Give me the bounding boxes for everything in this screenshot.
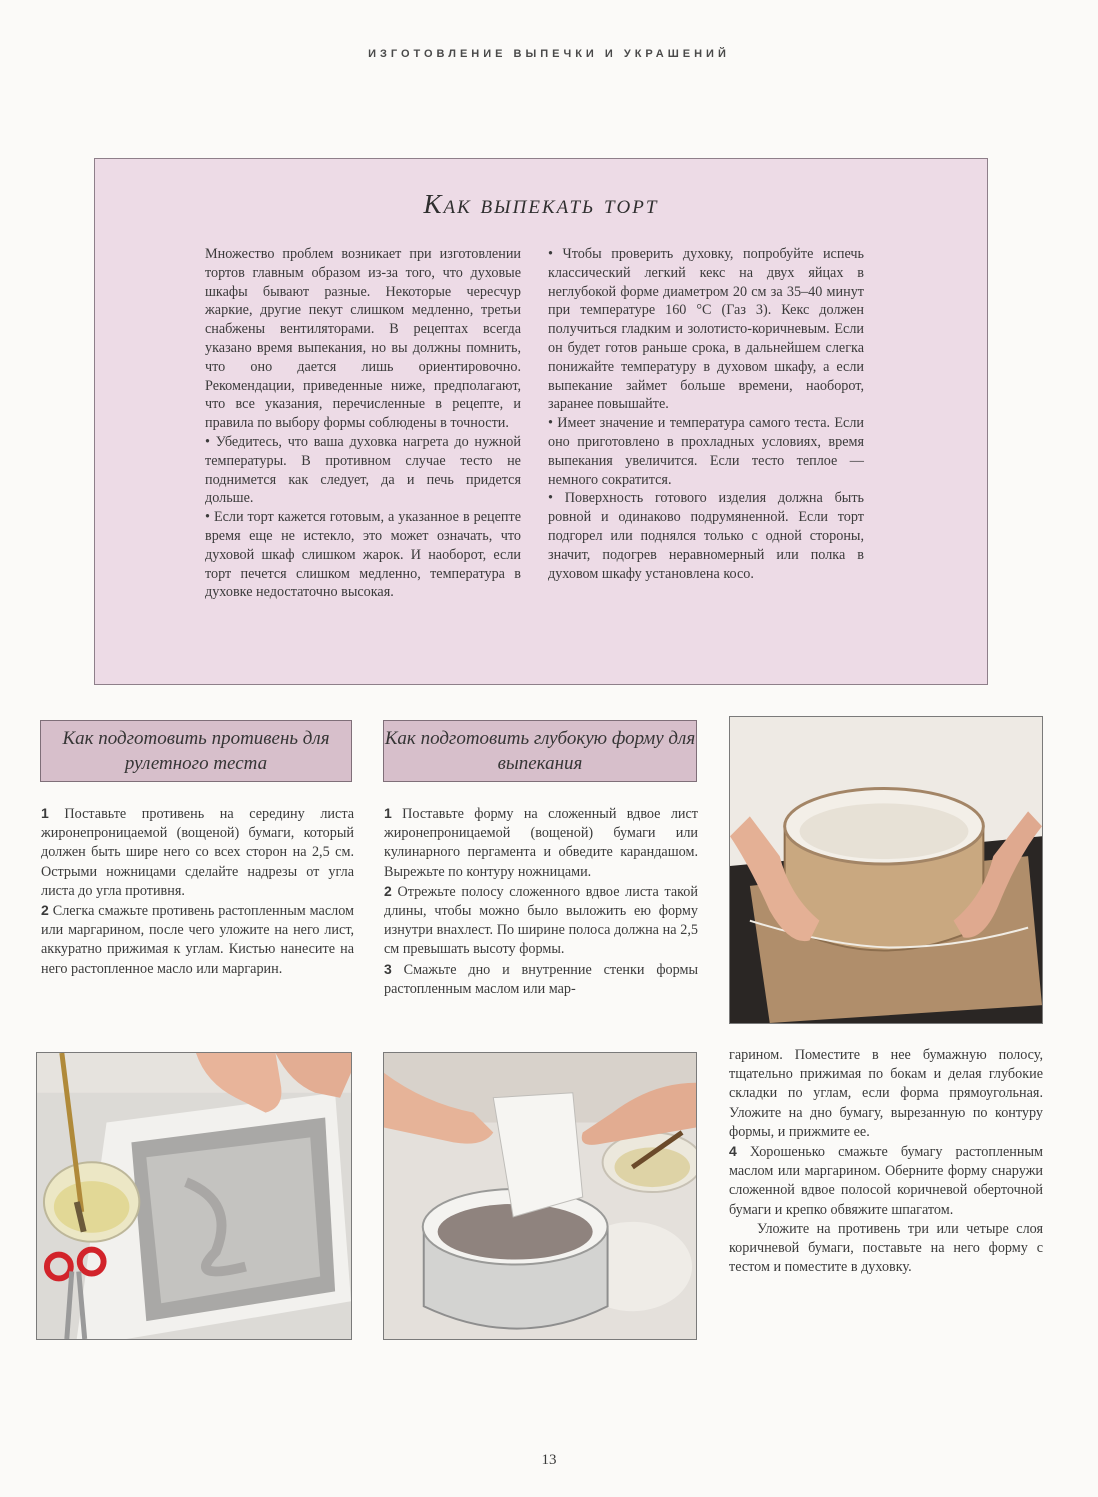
- step: [384, 960, 698, 999]
- step-text: Отрежьте полосу сложенного вдвое листа такой длины, чтобы можно было выложить ею форму изнутри внахлест. По ширине полоса должна на 2,5 см превышать высоту формы.: [384, 883, 698, 958]
- step: [41, 901, 354, 979]
- running-head: ИЗГОТОВЛЕНИЕ ВЫПЕЧКИ И УКРАШЕНИЙ: [368, 48, 730, 60]
- paragraph: • Чтобы проверить духовку, попробуйте испечь классический легкий кекс на двух яйцах в неглубокой форме диаметром 20 см за 35–40 минут при температуре 160 °С (Газ 3). Кекс должен получиться гладким и золотисто-коричневым. Если он будет готов раньше срока, в дальнейшем слегка понижайте температуру в духовом шкафу, а если выпекание займет больше времени, наоборот, заранее повышайте.: [548, 246, 864, 413]
- step-continuation: гарином. Поместите в нее бумажную полосу, тщательно прижимая по бокам и делая глубокие складки по углам, если форма прямоугольная. Уложите на дно бумагу, вырезанную по контуру формы, и прижмите ее.: [729, 1047, 1043, 1140]
- tip-box-title: Как выпекать торт: [423, 189, 659, 219]
- paragraph: • Убедитесь, что ваша духовка нагрета до нужной температуры. В противном случае тесто не поднимется как следует, да и печь придется дольше.: [205, 433, 521, 507]
- page-number: 13: [541, 1452, 557, 1468]
- step-text: Смажьте дно и внутренние стенки формы растопленным маслом или мар-: [384, 961, 698, 997]
- final-paragraph: Уложите на противень три или четыре слоя коричневой бумаги, поставьте на него форму с тестом и поместите в духовку.: [729, 1220, 1043, 1276]
- step-text: Поставьте форму на сложенный вдвое лист жиронепроницаемой (вощеной) бумаги или кулинарного пергамента и обведите карандашом. Вырежьте по контуру ножницами.: [384, 806, 698, 880]
- paragraph: • Имеет значение и температура самого теста. Если оно приготовлено в прохладных условиях, время выпекания увеличится. Если тесто теплое — немного сократится.: [548, 415, 864, 488]
- paragraph: • Поверхность готового изделия должна быть ровной и одинаково подрумяненной. Если торт подгорел или поднялся только с одной стороны, значит, подогрев неравномерный или полка в духовом шкафу установлена косо.: [548, 490, 864, 582]
- tip-box-left-column: [205, 245, 521, 602]
- step-text: Хорошенько смажьте бумагу растопленным маслом или маргарином. Оберните форму снаружи сложенной вдвое полосой коричневой оберточной бумаги и крепко обвяжите шпагатом.: [729, 1144, 1043, 1218]
- step-number: 1: [384, 805, 392, 821]
- wrapped-tin-illustration: [730, 717, 1042, 1023]
- steps-deep-tin: [384, 804, 698, 999]
- step-number: 1: [41, 805, 49, 821]
- step: [384, 882, 698, 960]
- deep-tin-illustration: [384, 1053, 696, 1339]
- photo-lining-deep-tin: [383, 1052, 697, 1340]
- step-text: Поставьте противень на середину листа жиронепроницаемой (вощеной) бумаги, который должен быть шире него со всех сторон на 2,5 см. Острыми ножницами сделайте надрезы от угла листа до угла противня.: [41, 806, 354, 899]
- section-heading-swiss-roll-tin: Как подготовить противень для рулетного теста: [40, 720, 352, 782]
- tip-box-right-column: [548, 245, 864, 583]
- swiss-roll-tin-illustration: [37, 1053, 351, 1339]
- photo-lining-swiss-roll-tin: [36, 1052, 352, 1340]
- steps-deep-tin-continued: [729, 1046, 1043, 1277]
- step-number: 2: [41, 902, 49, 919]
- step: [384, 804, 698, 882]
- step-number: 2: [384, 882, 392, 899]
- steps-swiss-roll-tin: [41, 804, 354, 979]
- tip-box: [94, 158, 988, 685]
- section-heading-deep-tin: Как подготовить глубокую форму для выпекания: [383, 720, 697, 782]
- step: [41, 804, 354, 901]
- step-number: 3: [384, 960, 392, 977]
- paragraph: Множество проблем возникает при изготовлении тортов главным образом из-за того, что духовые шкафы бывают разные. Некоторые чересчур жаркие, другие пекут слишком медленно, третьи снабжены вентиляторами. В рецептах всегда указано время выпекания, но вы должны помнить, что оно дается лишь ориентировочно. Рекомендации, приведенные ниже, предполагают, что все указания, перечисленные в рецепте, и правила по выбору формы соблюдены в точности.: [205, 246, 521, 432]
- photo-wrapping-tin: [729, 716, 1043, 1024]
- paragraph: • Если торт кажется готовым, а указанное в рецепте время еще не истекло, это может означать, что духовой шкаф слишком жарок. И наоборот, если торт печется слишком медленно, температура в духовке недостаточно высокая.: [205, 509, 521, 601]
- step-number: 4: [729, 1143, 737, 1160]
- step-text: Слегка смажьте противень растопленным маслом или маргарином, после чего уложите на него лист, аккуратно прижимая к углам. Кистью нанесите на него растопленное масло или маргарин.: [41, 903, 354, 977]
- step: [729, 1142, 1043, 1220]
